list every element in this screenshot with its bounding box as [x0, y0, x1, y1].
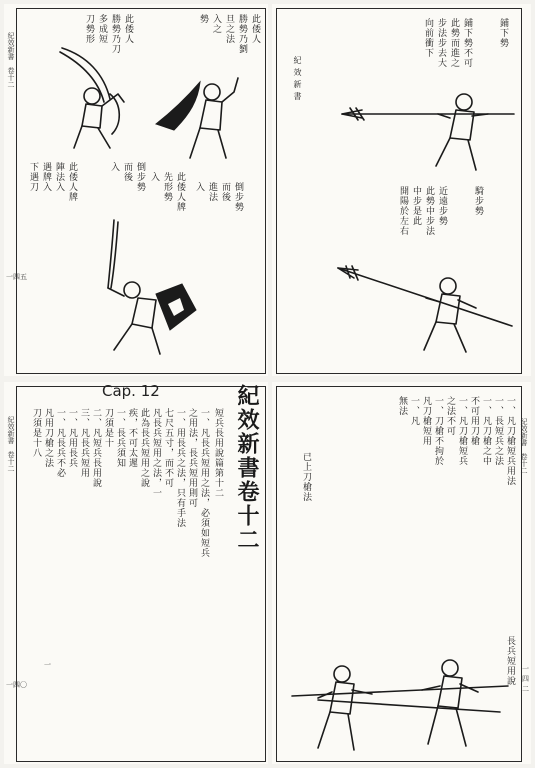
- caption-line: 陣法入: [54, 162, 64, 192]
- spearman-figure: [336, 264, 516, 364]
- text-column: 一、凡刀槍短兵用法: [505, 396, 515, 486]
- page-title: 紀效新書: [293, 56, 302, 104]
- text-column: 七尺五寸，而不可: [163, 408, 173, 488]
- caption-line: 倒步勢: [233, 182, 243, 212]
- text-column: 一、凡刀槍之中: [481, 396, 491, 466]
- page-margin-label: 紀效新書 卷十二: [520, 418, 528, 474]
- sword-shield-figure: [94, 218, 204, 358]
- caption-line: 鋪下勢不可: [462, 18, 472, 68]
- caption-line: 此倭人牌: [67, 162, 77, 202]
- text-column: 刀須是十八: [31, 408, 41, 458]
- caption-line: 此勢中步法: [424, 186, 434, 236]
- page-margin-label: 紀效新書 卷十二: [7, 32, 15, 88]
- caption-line: 入: [149, 172, 159, 182]
- caption-line: 旦之法: [224, 14, 234, 44]
- text-column: 之用法，長兵短用則可: [187, 408, 197, 508]
- dueling-spearmen-figure: [288, 638, 518, 758]
- caption-line: 遇牌入: [41, 162, 51, 192]
- caption-line: 近遠步勢: [437, 186, 447, 226]
- caption-line: 而後: [122, 162, 132, 182]
- caption-line: 進法: [207, 182, 217, 202]
- text-column: 二、凡短兵長用說: [91, 408, 101, 488]
- caption-line: 步法步去大: [436, 18, 446, 68]
- figure-caption: 長兵短用說: [505, 636, 515, 686]
- caption-line: 勝勢乃刀: [110, 14, 120, 54]
- caption-line: 刀勢形: [84, 14, 94, 44]
- page-bottom-right: [272, 382, 531, 764]
- text-column: 不可用刀槍: [469, 396, 479, 446]
- text-column: 一、凡長兵不必: [55, 408, 65, 478]
- text-column: 一、用長兵之法，只有手法: [175, 408, 185, 528]
- page-number: 一四五: [6, 273, 27, 281]
- caption-line: 入之: [211, 14, 221, 34]
- page-number: 一四二: [522, 665, 529, 693]
- caption-line: 先形勢: [162, 172, 172, 202]
- caption-line: 開陽於左右: [398, 186, 408, 236]
- shield-bearer-figure: [154, 52, 244, 162]
- text-column: 一、凡: [409, 396, 419, 426]
- page-top-left: [4, 4, 268, 376]
- caption-line: 下遇刀: [28, 162, 38, 192]
- caption-line: 此倭人: [123, 14, 133, 44]
- text-column: 一、凡長兵短用之法，必須如短兵: [199, 408, 209, 558]
- caption-line: 入: [194, 182, 204, 192]
- caption-line: 中步是此: [411, 186, 421, 226]
- page-margin-label: 紀效新書 卷十二: [7, 416, 15, 472]
- text-column: 一、凡用長兵: [67, 408, 77, 468]
- page-bottom-left: [4, 382, 268, 764]
- text-column: 凡用刀槍之法: [43, 408, 53, 468]
- caption-line: 鋪下勢: [498, 18, 508, 48]
- text-column: 無法: [397, 396, 407, 416]
- caption-line: 此勢而進之: [449, 18, 459, 68]
- text-column: 凡長兵短用之法，一: [151, 408, 161, 498]
- caption-line: 勝勢乃劉: [237, 14, 247, 54]
- swordsman-figure: [52, 44, 132, 154]
- page-number: 一: [44, 661, 51, 669]
- text-column: 此為長兵短用之說: [139, 408, 149, 488]
- page-top-right: [272, 4, 531, 376]
- text-column: 一、長短兵之法: [493, 396, 503, 466]
- text-column: 一、凡刀槍短兵: [457, 396, 467, 466]
- text-column: 一、刀槍不拘於: [433, 396, 443, 466]
- cap-label: Cap. 12: [102, 382, 160, 400]
- caption-line: 騎步勢: [473, 186, 483, 216]
- caption-line: 勢: [198, 14, 208, 24]
- caption-line: 向前衝下: [423, 18, 433, 58]
- spearman-figure: [338, 78, 518, 178]
- caption-line: 倒步勢: [135, 162, 145, 192]
- text-column: 三、凡長兵短用: [79, 408, 89, 478]
- text-column: 之法不可: [445, 396, 455, 436]
- text-column: 凡刀槍短用: [421, 396, 431, 446]
- page-number: 一四〇: [6, 681, 27, 689]
- caption-line: 此倭人牌: [175, 172, 185, 212]
- chapter-subtitle: 短兵長用說篇第十二: [213, 408, 223, 498]
- text-column: 已上刀槍法: [301, 452, 311, 502]
- chapter-title: 紀效新書卷十二: [234, 384, 260, 552]
- text-column: 一、長兵須知: [115, 408, 125, 468]
- text-column: 刀須是十: [103, 408, 113, 448]
- caption-line: 入: [109, 162, 119, 172]
- caption-line: 而後: [220, 182, 230, 202]
- text-column: 疾，不可太遲: [127, 408, 137, 468]
- caption-line: 多成短: [97, 14, 107, 44]
- caption-line: 此倭人: [250, 14, 260, 44]
